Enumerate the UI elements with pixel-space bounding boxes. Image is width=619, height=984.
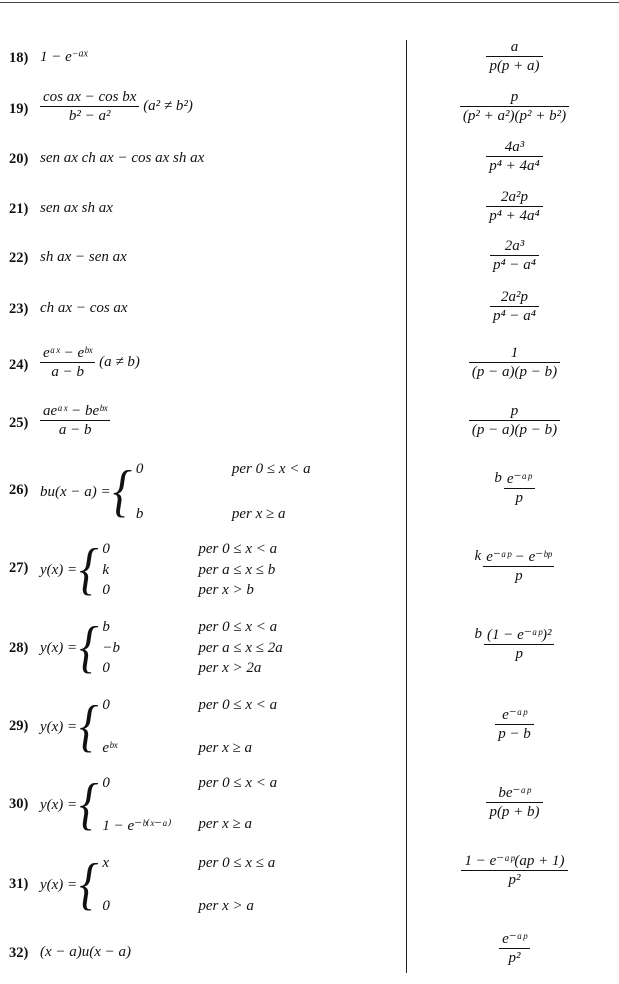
transform-expression: $\frac{\text{e⁻ᵃᵖ}}{\text{p²}}$ [410,930,619,967]
transform-expression: $\frac{\text{2a²p}}{\text{p⁴ − a⁴}}$ [410,288,619,325]
table-row [0,458,619,526]
function-expression: $\frac{\text{cos ax − cos bx}}{\text{b² − a²}}$ (a² ≠ b²) [40,88,193,125]
table-row [0,538,619,602]
row-number: 18) [9,50,29,66]
function-expression: $1 - e^{-ax}$ [40,48,88,65]
transform-expression: $\frac{a}{p(p + a)}$ [410,38,619,75]
table-row [0,402,619,446]
row-number: 32) [9,945,29,961]
function-expression: y(x) = { x per 0 ≤ x ≤ a 0 per x > a [40,852,276,917]
transform-expression: b $\frac{\text{(1 − e⁻ᵃᵖ)²}}{p}$ [410,626,619,663]
function-expression: $\frac{\text{aeᵃˣ − beᵇˣ}}{a - b}$ [40,402,110,439]
table-row [0,772,619,838]
function-expression: y(x) = { b per 0 ≤ x < a −b per a ≤ x ≤ 2a 0 per x > 2a [40,615,283,680]
transform-expression: $\frac{\text{2a³}}{\text{p⁴ − a⁴}}$ [410,237,619,274]
function-expression: y(x) = { 0 per 0 ≤ x < a 1 − e⁻ᵇ⁽ˣ⁻ᵃ⁾ per x ≥ a [40,772,278,837]
transform-expression: $\frac{\text{4a³}}{\text{p⁴ + 4a⁴}}$ [410,138,619,175]
function-expression: y(x) = { 0 per 0 ≤ x < a k per a ≤ x ≤ b 0 per x > b [40,537,278,602]
function-expression: sh ax − sen ax [40,249,127,265]
function-expression: sen ax sh ax [40,200,113,216]
function-expression: (x − a)u(x − a) [40,944,132,960]
row-number: 21) [9,201,29,217]
row-number: 23) [9,301,29,317]
row-number: 26) [9,482,29,498]
transform-expression: k $\frac{\text{e⁻ᵃᵖ − e⁻ᵇᵖ}}{p}$ [410,548,619,585]
table-row [0,852,619,918]
table-row [0,88,619,132]
row-number: 31) [9,876,29,892]
row-number: 28) [9,640,29,656]
table-row [0,38,619,82]
function-expression: bu(x − a) = { 0 per 0 ≤ x < a b per x ≥ a [40,459,311,524]
transform-expression: $\frac{1}{(p - a)(p - b)}$ [410,344,619,381]
transform-expression: $\frac{\text{e⁻ᵃᵖ}}{p - b}$ [410,706,619,743]
table-row [0,694,619,760]
transform-expression: $\frac{p}{\text{(p² + a²)(p² + b²)}}$ [410,88,619,125]
row-number: 27) [9,560,29,576]
row-number: 29) [9,718,29,734]
row-number: 25) [9,415,29,431]
transform-expression: $\frac{\text{be⁻ᵃᵖ}}{p(p + b)}$ [410,784,619,821]
row-number: 30) [9,796,29,812]
transform-expression: $\frac{\text{1 − e⁻ᵃᵖ(ap + 1)}}{\text{p²}}$ [410,852,619,889]
row-number: 19) [9,101,29,117]
row-number: 22) [9,250,29,266]
function-expression: ch ax − cos ax [40,300,128,316]
row-number: 24) [9,357,29,373]
table-row [0,930,619,974]
table-row [0,237,619,281]
table-row [0,344,619,388]
table-row [0,188,619,232]
transform-expression: b $\frac{\text{e⁻ᵃᵖ}}{p}$ [410,470,619,507]
row-number: 20) [9,151,29,167]
function-expression: $\frac{\text{eᵃˣ − eᵇˣ}}{a - b}$ (a ≠ b) [40,344,140,381]
transform-expression: $\frac{\text{2a²p}}{\text{p⁴ + 4a⁴}}$ [410,188,619,225]
transform-expression: $\frac{p}{(p - a)(p - b)}$ [410,402,619,439]
top-rule [0,2,619,3]
function-expression: sen ax ch ax − cos ax sh ax [40,150,205,166]
table-row [0,288,619,332]
table-row [0,138,619,182]
function-expression: y(x) = { 0 per 0 ≤ x < a eᵇˣ per x ≥ a [40,694,278,759]
table-row [0,616,619,680]
